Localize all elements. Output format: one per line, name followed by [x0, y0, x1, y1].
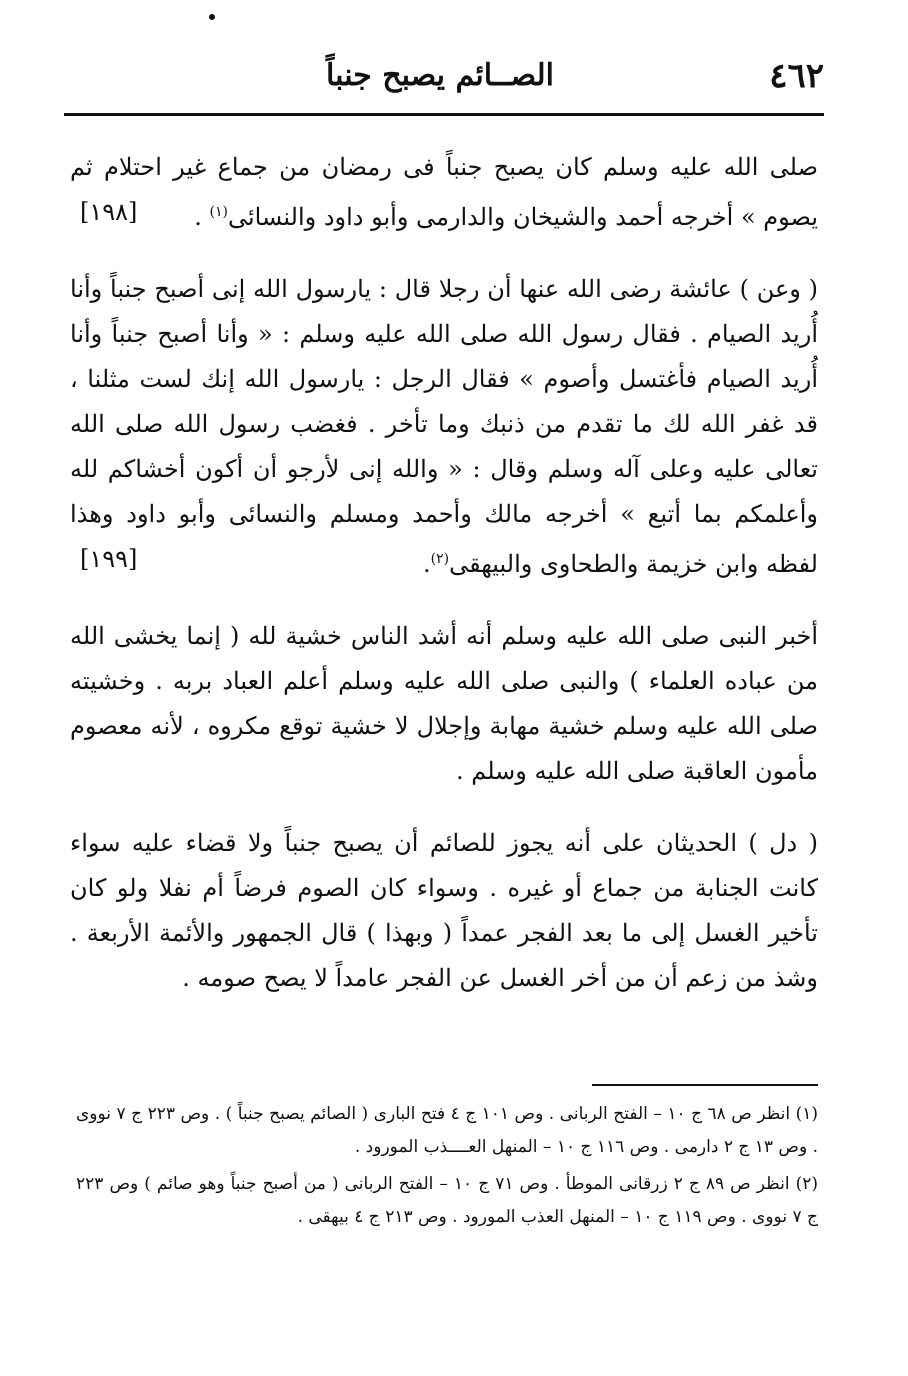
hadith-number-199: [١٩٩]	[80, 545, 138, 573]
paragraph-2-text: ( وعن ) عائشة رضى الله عنها أن رجلا قال : يارسول الله إنى أصبح جنباً وأنا أُريد الصيام . فقال رسول الله صلى الله عليه وسلم : « وأنا أصبح جنباً وأنا أُريد الصيام فأغتسل وأصوم » فقال الرجل : يارسول الله إنك لست مثلنا ، قد غفر الله لك ما تقدم من ذنبك وما تأخر . فغضب رسول الله صلى الله تعالى عليه وعلى آله وسلم وقال : « والله إنى لأرجو أن أكون أخشاكم لله وأعلمكم بما أتبع » أخرجه مالك وأحمد ومسلم والنسائى وأبو داود وهذا لفظه وابن خزيمة والطحاوى والبيهقى	[70, 275, 818, 578]
footnote-2: (٢) انظر ص ٨٩ ج ٢ زرقانى الموطأ . وص ٧١ ج ١٠ – الفتح الربانى ( من أصبح جنباً وهو صائم ) وص ٢٢٣ ج ٧ نووى . وص ١١٩ ج ١٠ – المنهل العذب المورود . وص ٢١٣ ج ٤ بيهقى .	[76, 1174, 818, 1227]
footnote-ref-1: (١)	[209, 204, 228, 220]
header-rule	[64, 113, 824, 116]
page-header	[64, 50, 824, 106]
running-title: الصــائم يصبح جنباً	[326, 58, 554, 93]
ink-speck	[209, 14, 215, 20]
paragraph-1	[70, 145, 818, 240]
paragraph-2	[70, 267, 818, 587]
paragraph-4: ( دل ) الحديثان على أنه يجوز للصائم أن يصبح جنباً ولا قضاء عليه سواء كانت الجنابة من جماع أو غيره . وسواء كان الصوم فرضاً أم نفلا ولو كان تأخير الغسل إلى ما بعد الفجر عمداً ( وبهذا ) قال الجمهور والأئمة الأربعة . وشذ من زعم أن من أخر الغسل عن الفجر عامداً لا يصح صومه .	[70, 829, 818, 992]
paragraph-1-tail: .	[194, 203, 210, 231]
footnote-ref-2: (٢)	[430, 551, 450, 567]
paragraph-3: أخبر النبى صلى الله عليه وسلم أنه أشد الناس خشية لله ( إنما يخشى الله من عباده العلماء ) والنبى صلى الله عليه وسلم أعلم العباد بربه . وخشيته صلى الله عليه وسلم خشية مهابة وإجلال لا خشية توقع مكروه ، لأنه معصوم مأمون العاقبة صلى الله عليه وسلم .	[70, 622, 818, 785]
footnote-rule	[592, 1084, 818, 1086]
hadith-number-198: [١٩٨]	[80, 198, 138, 226]
page-number: ٤٦٢	[769, 56, 824, 96]
paragraph-2-tail: .	[422, 550, 431, 578]
footnote-1: (١) انظر ص ٦٨ ج ١٠ – الفتح الربانى . وص ١٠١ ج ٤ فتح البارى ( الصائم يصبح جنباً ) . وص ٢٢٣ ج ٧ نووى . وص ١٣ ج ٢ دارمى . وص ١١٦ ج ١٠ – المنهل العــــذب المورود .	[76, 1104, 819, 1157]
footnotes	[76, 1098, 818, 1234]
main-text	[70, 145, 818, 1001]
paragraph-1-text: صلى الله عليه وسلم كان يصبح جنباً فى رمضان من جماع غير احتلام ثم يصوم » أخرجه أحمد والشيخان والدارمى وأبو داود والنسائى	[70, 153, 818, 231]
